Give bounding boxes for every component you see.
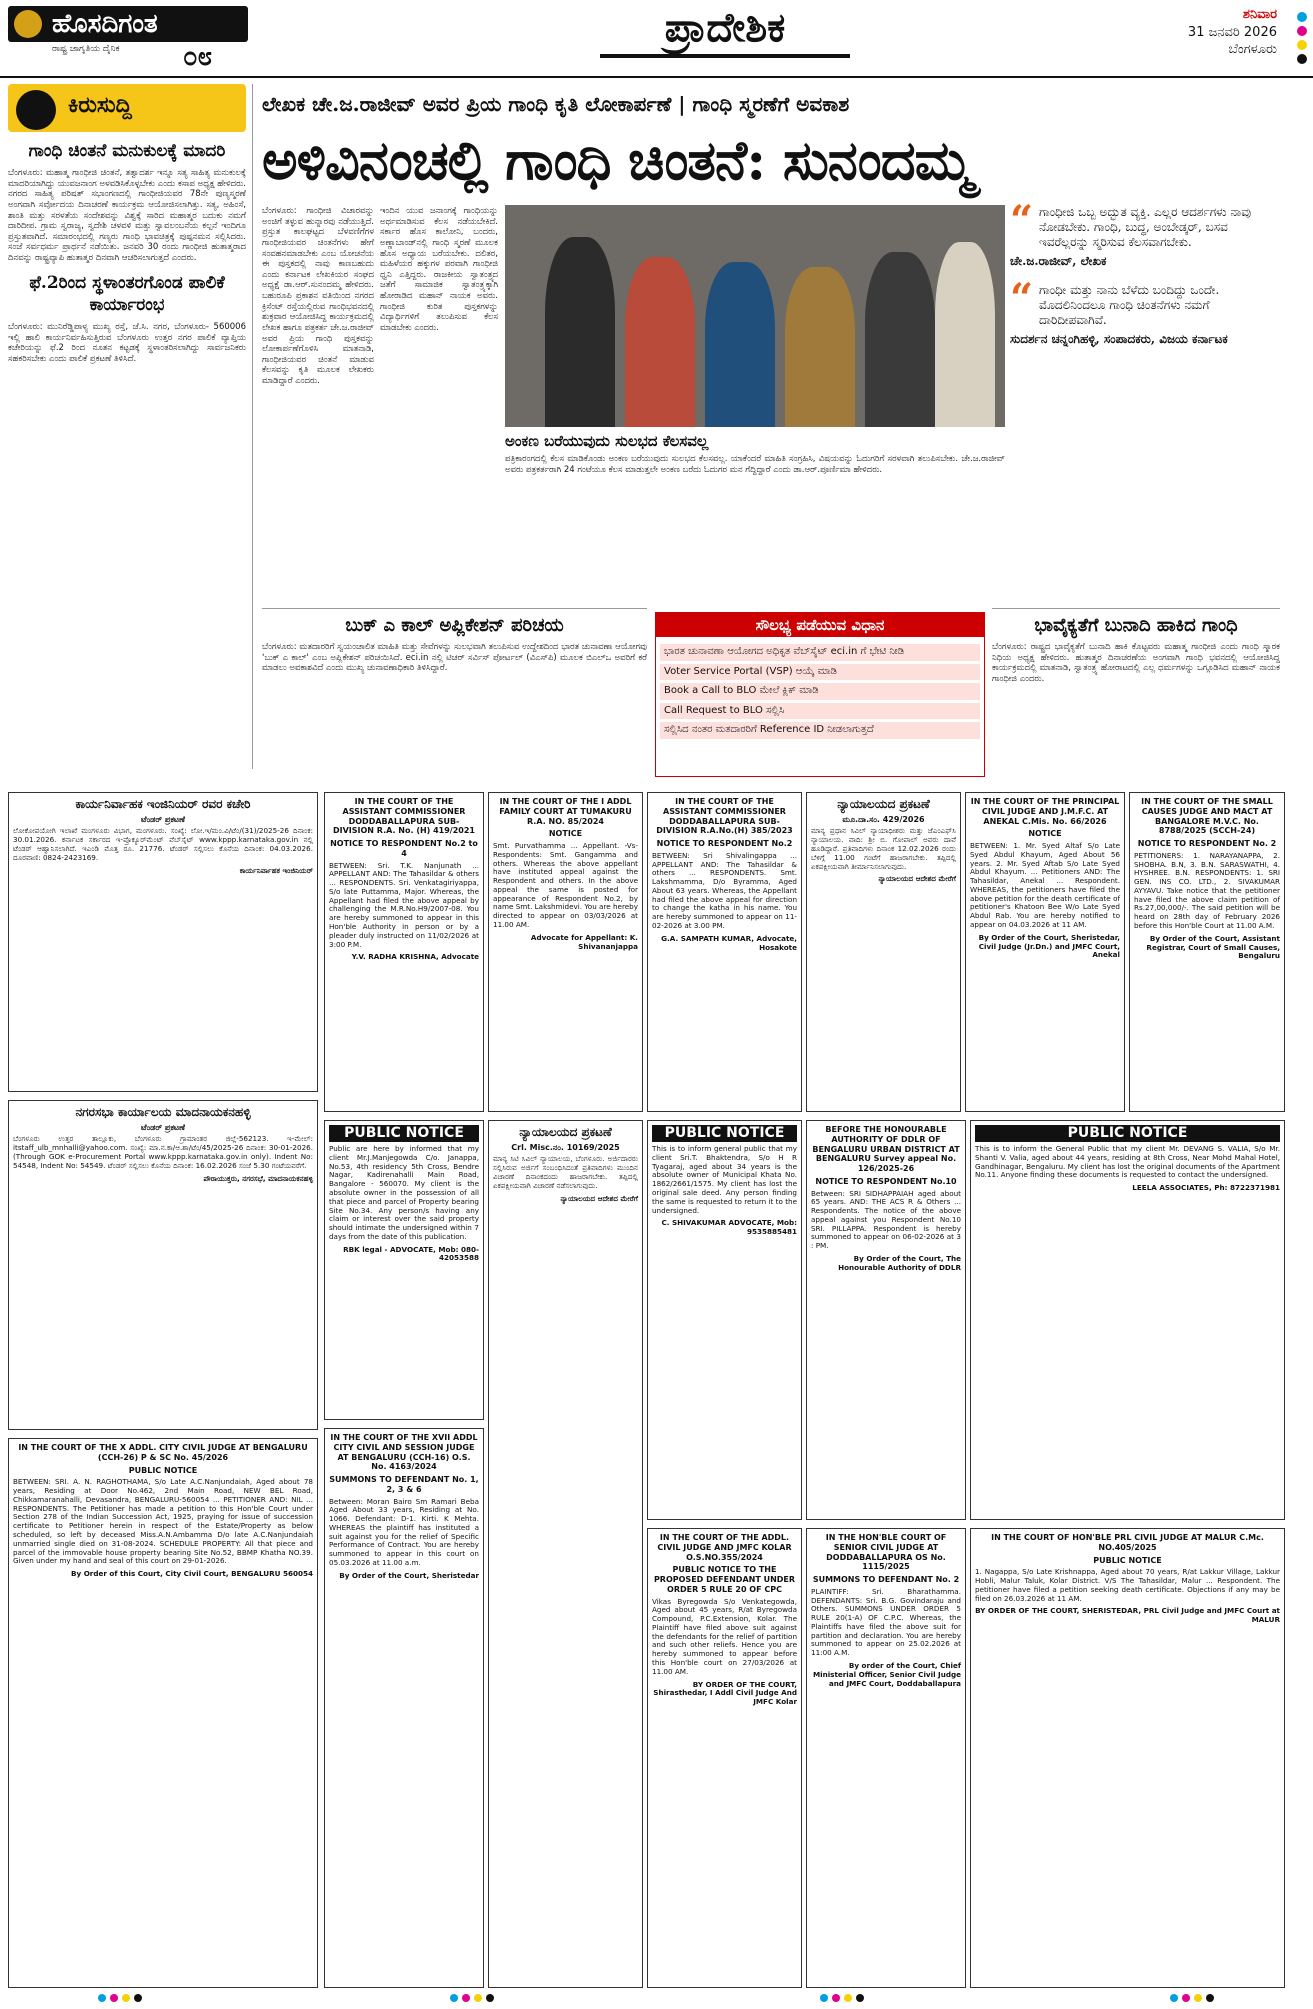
- ad-court-notice: [970, 1528, 1285, 1988]
- ad-title: IN THE COURT OF HON'BLE PRL CIVIL JUDGE AT MALUR C.Mc. NO.405/2025: [991, 1533, 1264, 1552]
- ad-title: IN THE COURT OF THE ASSISTANT COMMISSIONER DODDABALLAPURA SUB-DIVISION R.A.No.(H) 385/2023: [656, 797, 793, 836]
- ad-title: ನ್ಯಾಯಾಲಯದ ಪ್ರಕಟಣೆ: [519, 1125, 612, 1139]
- ad-subtitle: NOTICE: [548, 829, 583, 839]
- ad-subtitle: SUMMONS TO DEFENDANT No. 2: [812, 1575, 960, 1584]
- quote-2-author: ಸುದರ್ಶನ ಚನ್ನಂಗಿಹಳ್ಳಿ, ಸಂಪಾದಕರು, ವಿಜಯ ಕರ್ನಾಟಕ: [1010, 332, 1228, 346]
- ad-title: IN THE COURT OF THE PRINCIPAL CIVIL JUDGE AND J.M.F.C. AT ANEKAL C.Mis. No. 66/2026: [970, 797, 1120, 826]
- ad-subtitle: NOTICE TO RESPONDENT No.10: [815, 1176, 957, 1186]
- ad-court-notice: [488, 1120, 643, 1988]
- ad-title: ಕಾರ್ಯನಿರ್ವಾಹಕ ಇಂಜಿನಿಯರ್ ರವರ ಕಚೇರಿ: [75, 797, 251, 811]
- ad-court-notice: [965, 792, 1125, 1112]
- reg-mark-black: [1297, 54, 1307, 64]
- reg-mark-yellow: [122, 1994, 130, 2002]
- kirusuddi-title: ಕಿರುಸುದ್ದಿ: [68, 92, 132, 118]
- ad-subtitle: PUBLIC NOTICE: [128, 1465, 198, 1475]
- ad-subtitle: ಟೆಂಡರ್ ಪ್ರಕಟಣೆ: [141, 1122, 185, 1132]
- ad-signature: ಕಾರ್ಯನಿರ್ವಾಹಕ ಇಂಜಿನಿಯರ್: [239, 865, 313, 875]
- ad-succession-petition: [8, 1438, 318, 1988]
- footer-registration-marks: [0, 1990, 1313, 2009]
- ad-signature: Y.V. RADHA KRISHNA, Advocate: [351, 952, 479, 962]
- ad-body: ಲೋಕೋಪಯೋಗಿ ಇಲಾಖೆ ಮಂಗಳೂರು ವಿಭಾಗ, ಮಂಗಳೂರು. ಸಂಖ್ಯೆ: ಲೋ.ಇ/ಮಂ.ವಿ/ಟೆಂ/(31)/2025-26 ದಿನಾಂಕ: 30.01.2026. ಕರ್ನಾಟಕ ಸರ್ಕಾರದ ಇ-ಪ್ರೊಕ್ಯೂರ್‌ಮೆಂಟ್ ವೆಬ್‌ಸೈಟ್ www.kppp.karnataka.gov.in ನಲ್ಲಿ ಟೆಂಡರ್ ಆಹ್ವಾನಿಸಲಾಗಿದೆ. ಇಎಂಡಿ ಮೊತ್ತ ರೂ. 21776. ಟೆಂಡರ್ ಸಲ್ಲಿಸಲು ಕೊನೆಯ ದಿನಾಂಕ: 04.03.2026. ದೂರವಾಣಿ: 0824-2423169.: [13, 826, 313, 862]
- quote-1-author: ಚೇ.ಜ.ರಾಜೀವ್, ಲೇಖಕ: [1010, 254, 1107, 268]
- ad-signature: ಪೌರಾಯುಕ್ತರು, ನಗರಸಭೆ, ಮಾದನಾಯಕನಹಳ್ಳಿ: [203, 1173, 313, 1183]
- benefit-step: ಸಲ್ಲಿಸಿದ ನಂತರ ಮತದಾರರಿಗೆ Reference ID ನೀಡಲಾಗುತ್ತದೆ: [660, 722, 980, 739]
- reg-mark-magenta: [462, 1994, 470, 2002]
- reg-mark-black: [134, 1994, 142, 2002]
- ad-municipal-tender: [8, 1100, 318, 1430]
- ad-subtitle: SUMMONS TO DEFENDANT No. 1, 2, 3 & 6: [329, 1475, 479, 1494]
- masthead: [0, 0, 1313, 78]
- page-number: ೦೮: [183, 42, 213, 72]
- ad-subtitle: PUBLIC NOTICE TO THE PROPOSED DEFENDANT UNDER ORDER 5 RULE 20 OF CPC: [653, 1565, 796, 1594]
- ad-signature: ನ್ಯಾಯಾಲಯದ ಆದೇಶದ ಮೇರೆಗೆ: [878, 874, 956, 884]
- ad-subtitle: Crl. Misc.ನಂ. 10169/2025: [511, 1142, 620, 1152]
- quote-2: [1010, 275, 1280, 347]
- ad-court-notice: [806, 792, 961, 1112]
- story1-body: ಬೆಂಗಳೂರು: ಮಹಾತ್ಮ ಗಾಂಧೀಜಿ ಚಿಂತನೆ, ತತ್ವಾದರ್ಶ ಇನ್ನೂ ಸತ್ಯ ಸಾಹಿತ್ಯ ಮನುಕುಲಕ್ಕೆ ಮಾದರಿಯಾಗಿದ್ದು ಯುವಜನಾಂಗ ಅಳವಡಿಸಿಕೊಳ್ಳಬೇಕು ಎಂದು ಕಸಾಪ ಅಧ್ಯಕ್ಷ ಹೇಳಿದರು. ನಗರದ ಸಾಹಿತ್ಯ ಪರಿಷತ್ ಸಭಾಂಗಣದಲ್ಲಿ ಗಾಂಧೀಜಿಯವರ 78ನೇ ಪುಣ್ಯಸ್ಮರಣೆ ಅಂಗವಾಗಿ ಸರ್ವೋದಯ ದಿನಾಚರಣೆ ಕಾರ್ಯಕ್ರಮ ಆಯೋಜಿಸಲಾಗಿತ್ತು. ಸತ್ಯ, ಅಹಿಂಸೆ, ಶಾಂತಿ ಮತ್ತು ಸರಳತೆಯ ಸಂದೇಶವನ್ನು ವಿಶ್ವಕ್ಕೆ ಸಾರಿದ ಮಹಾತ್ಮರ ಬದುಕು ನಮಗೆ ದಾರಿದೀಪ. ಗ್ರಾಮ ಸ್ವರಾಜ್ಯ, ಸ್ವದೇಶಿ ಚಳವಳಿ ಮತ್ತು ಸ್ವಾವಲಂಬನೆಯ ಕಲ್ಪನೆ ಇಂದಿಗೂ ಪ್ರಸ್ತುತವಾಗಿದೆ. ಸಮಾರಂಭದಲ್ಲಿ ಗಣ್ಯರು ಗಾಂಧಿ ಭಾವಚಿತ್ರಕ್ಕೆ ಪುಷ್ಪನಮನ ಸಲ್ಲಿಸಿದರು. ಸಂಜೆ ಸರ್ವಧರ್ಮ ಪ್ರಾರ್ಥನೆ ನಡೆಯಿತು. ಜನವರಿ 30 ರಂದು ಗಾಂಧೀಜಿ ಹುತಾತ್ಮರಾದ ದಿನವನ್ನು ರಾಷ್ಟ್ರವ್ಯಾಪಿ ಹುತಾತ್ಮರ ದಿನವಾಗಿ ಆಚರಿಸಲಾಗುತ್ತದೆ ಎಂದರು.: [8, 168, 246, 264]
- photo-caption-text: ಪತ್ರಿಕಾರಂಗದಲ್ಲಿ ಕೆಲಸ ಮಾಡಿಕೊಂಡು ಅಂಕಣ ಬರೆಯುವುದು ಸುಲಭದ ಕೆಲಸವಲ್ಲ. ಯಾಕೆಂದರೆ ಮಾಹಿತಿ ಸಂಗ್ರಹಿಸಿ, ವಿಷಯವನ್ನು ಓದುಗರಿಗೆ ಸರಳವಾಗಿ ತಲುಪಿಸಬೇಕು. ಚೇ.ಜ.ರಾಜೀವ್ ಅವರು ಪತ್ರಕರ್ತರಾಗಿ 24 ಗಂಟೆಯೂ ಕೆಲಸ ಮಾಡುತ್ತಲೇ ಅಂಕಣ ಬರೆದು ಓದುಗರ ಮನ ಗೆದ್ದಿದ್ದಾರೆ ಎಂದು ಡಾ.ಆರ್.ಪೂರ್ಣಿಮಾ ಹೇಳಿದರು.: [505, 454, 1005, 475]
- reg-mark-magenta: [1182, 1994, 1190, 2002]
- photo-person: [705, 262, 775, 427]
- ad-body: PETITIONERS: 1. NARAYANAPPA, 2. SHOBHA. B.N, 3. B.N. SARASWATHI, 4. HYSHREE. B.N. RESPONDENTS: 1. SRI GEN. INS CO. LTD., 2. SIVAKUMAR AYYAVU. Take notice that the petitioner have filed the above claim petition of Rs.27,00,000/-. The said petition will be heard on 28th day of February 2026 before this Hon'ble Court at 11.00 A.M.: [1134, 850, 1280, 930]
- reg-mark-yellow: [844, 1994, 852, 2002]
- ad-subtitle: NOTICE TO RESPONDENT No. 2: [1137, 839, 1277, 848]
- dateline-city: ಬೆಂಗಳೂರು: [1228, 42, 1277, 58]
- ad-public-notice: [324, 1120, 484, 1420]
- ad-court-notice: [806, 1528, 966, 1988]
- ad-body: BETWEEN: Sri. T.K. Nanjunath ... APPELLANT AND: The Tahasildar & others ... RESPONDENTS. Sri. Venkatagiriyappa, S/o late Puttamma, Major. Whereas, the Appellant had filed the above appeal by challenging the M.R.No.H9/2007-08. You are hereby summoned to appear in this Hon'ble Authority in person or by a pleader duly instructed on 11/02/2026 at 3:00 P.M.: [329, 860, 479, 949]
- ad-signature: RBK legal - ADVOCATE, Mob: 080-42053588: [343, 1244, 479, 1263]
- quote-1-text: ಗಾಂಧೀಜಿ ಒಬ್ಬ ಅದ್ಭುತ ವ್ಯಕ್ತಿ. ಎಲ್ಲರ ಆದರ್ಶಗಳು ನಾವು ನೋಡಬೇಕು. ಗಾಂಧಿ, ಬುದ್ಧ, ಅಂಬೇಡ್ಕರ್, ಬಸವ ಇವರೆಲ್ಲರನ್ನು ಸ್ಮರಿಸುವ ಕೆಲಸವಾಗಬೇಕು.: [1039, 205, 1252, 249]
- ad-court-notice: [1129, 792, 1285, 1112]
- brand-logo: ಹೊಸದಿಗಂತ: [8, 6, 248, 42]
- dateline: [1188, 6, 1277, 59]
- dateline-date: 31 ಜನವರಿ 2026: [1187, 24, 1277, 40]
- reg-mark-black: [1206, 1994, 1214, 2002]
- ad-body: BETWEEN: Sri Shivalingappa ... APPELLANT AND: The Tahasildar & others ... RESPONDENTS. Smt. Lakshmamma, D/o Byramma, Aged About 63 years. Whereas, the Appellant had filed the above appeal for direction to change the katha in his name. You are hereby summoned to appear on 11-02-2026 at 3.00 PM.: [652, 850, 797, 930]
- quote-2-text: ಗಾಂಧೀ ಮತ್ತು ನಾನು ಬೆಳೆದು ಬಂದಿದ್ದು ಒಂದೇ. ಮೊದಲಿನಿಂದಲೂ ಗಾಂಧಿ ಚಿಂತನೆಗಳು ನಮಗೆ ದಾರಿದೀಪವಾಗಿವೆ.: [1039, 283, 1220, 327]
- ad-title: BEFORE THE HONOURABLE AUTHORITY OF DDLR OF BENGALURU URBAN DISTRICT AT BENGALURU Survey appeal No. 126/2025-26: [812, 1125, 960, 1173]
- ad-subtitle: NOTICE TO RESPONDENT No.2: [656, 839, 793, 848]
- lead-headline: ಅಳಿವಿನಂಚಲ್ಲಿ ಗಾಂಧಿ ಚಿಂತನೆ: ಸುನಂದಮ್ಮ: [262, 128, 973, 192]
- ad-signature: By Order of the Court, Sheristedar: [339, 1570, 479, 1580]
- story2-body: ಬೆಂಗಳೂರು: ಮುನಿರೆಡ್ಡಿಪಾಳ್ಯ ಮುಖ್ಯ ರಸ್ತೆ, ಜೆ.ಸಿ. ನಗರ, ಬೆಂಗಳೂರು- 560006 ಇಲ್ಲಿ ಹಾಲಿ ಕಾರ್ಯನಿರ್ವಹಿಸುತ್ತಿರುವ ಬೆಂಗಳೂರು ಉತ್ತರ ನಗರ ಪಾಲಿಕೆ ವ್ಯಾಪ್ತಿಯ ಕಚೇರಿಯನ್ನು ಫೆ.2 ರಿಂದ ನೂತನ ಕಟ್ಟಡಕ್ಕೆ ಸ್ಥಳಾಂತರಿಸಲಾಗಿದ್ದು ಸಾರ್ವಜನಿಕರು ಸಹಕರಿಸಬೇಕು ಎಂದು ಪಾಲಿಕೆ ಪ್ರಕಟಣೆ ತಿಳಿಸಿದೆ.: [8, 321, 246, 364]
- ad-title: IN THE COURT OF THE ADDL. CIVIL JUDGE AND JMFC KOLAR O.S.NO.355/2024: [657, 1533, 792, 1562]
- book-a-call-story: [262, 608, 647, 780]
- ad-court-notice: [324, 792, 484, 1112]
- section-title: ಪ್ರಾದೇಶಿಕ: [600, 4, 850, 58]
- ad-body: Between: SRI SIDHAPPAIAH aged about 65 years. AND: THE ACS R & Others ... Respondents. The notice of the above appeal against you Respondent No.10 SRI. PILLAPPA. Respondent is hereby summoned to appear on 06-02-2026 at 3 : PM.: [811, 1188, 961, 1251]
- ad-title: IN THE COURT OF THE SMALL CAUSES JUDGE AND MACT AT BANGALORE M.V.C. No. 8788/2025 (SCCH-24): [1141, 797, 1273, 836]
- ad-subtitle: NOTICE TO RESPONDENT No.2 to 4: [330, 839, 478, 858]
- photo-person: [785, 267, 855, 427]
- ad-signature: By order of the Court, Chief Ministerial Officer, Senior Civil Judge and JMFC Court, Doddaballapura: [812, 1661, 961, 1688]
- ad-body: 1. Nagappa, S/o Late Krishnappa, Aged about 70 years, R/at Lakkur Village, Lakkur Hobli, Malur Taluk, Kolar District. V/S The Tahasildar, Malur ... Respondent. The petitioner have filed a petition seeking death certificate. Objections if any may be filed on 26.03.2026 at 11 AM.: [975, 1567, 1280, 1603]
- ad-subtitle: ಮೂ.ದಾ.ಸಂ. 429/2026: [842, 814, 925, 824]
- ad-body: Between: Moran Bairo Sm Ramari Beba Aged About 33 years, Residing at No. 1066. Defendant: D-1. Kirti. K Mehta. WHEREAS the plaintiff has instituted a suit against you for the relief of Specific Performance of Contract. You are hereby summoned to appear in this court on 05.03.2026 at 11.00 a.m.: [329, 1496, 479, 1567]
- ad-title: IN THE COURT OF THE X ADDL. CITY CIVIL JUDGE AT BENGALURU (CCH-26) P & SC No. 45/2026: [18, 1443, 308, 1462]
- quote-mark-icon: “: [1010, 275, 1034, 322]
- benefit-steps: [656, 637, 984, 746]
- ad-signature: ನ್ಯಾಯಾಲಯದ ಆದೇಶದ ಮೇರೆಗೆ: [560, 1193, 638, 1203]
- ad-signature: C. SHIVAKUMAR ADVOCATE, Mob: 9535885481: [661, 1218, 797, 1237]
- reg-mark-cyan: [98, 1994, 106, 2002]
- brand-tagline: ರಾಷ್ಟ್ರ ಜಾಗೃತಿಯ ದೈನಿಕ: [52, 44, 120, 54]
- ad-body: ಬೆಂಗಳೂರು ಉತ್ತರ ತಾಲ್ಲೂಕು, ಬೆಂಗಳೂರು ಗ್ರಾಮಾಂತರ ಜಿಲ್ಲೆ-562123. ಇ-ಮೇಲ್: itstaff_ulb_mnhalli@yahoo.com. ಸಂಖ್ಯೆ: ಮಾ.ನ.ಕಾ/ಆ.ಶಾ/ಟೆಂ/45/2025-26 ದಿನಾಂಕ: 30-01-2026. (Through GOK e-Procurement Portal www.kppp.karnataka.gov.in only). Indent No: 54548, Indent No: 54549. ಟೆಂಡರ್ ಸಲ್ಲಿಸಲು ಕೊನೆಯ ದಿನಾಂಕ: 16.02.2026 ಸಂಜೆ 5.30 ಗಂಟೆಯವರೆಗೆ.: [13, 1134, 313, 1170]
- ad-court-notice: [324, 1428, 484, 1988]
- lead-column-1: ಬೆಂಗಳೂರು: ಗಾಂಧೀಜಿ ವಿಚಾರವನ್ನು ಅಂಚಿಗೆ ತಳ್ಳುವ ಹುನ್ನಾರವು ನಡೆಯುತ್ತಿದೆ. ಪ್ರಸ್ತುತ ಕಾಲಘಟ್ಟದ ಬೆಳವಣಿಗೆಗಳ ಗಾಂಧೀಜಿಯವರ ಚಿಂತನೆಗಳು ಹೇಗೆ ಸಂವಹನಮಾಡಬೇಕು ಎಂಬ ಯೋಚನೆಯ ಈ ಪುಸ್ತಕದಲ್ಲಿ ನಾವು ಕಾಣಬಹುದು ಎಂದು ಕರ್ನಾಟಕ ಲೇಖಕಿಯರ ಸಂಘದ ಅಧ್ಯಕ್ಷೆ ಡಾ.ಆರ್.ಸುನಂದಮ್ಮ ಹೇಳಿದರು. ಬಹುರೂಪಿ ಪ್ರಕಾಶನ ವತಿಯಿಂದ ನಗರದ ಕ್ರಿಸೆಂಟ್ ರಸ್ತೆಯಲ್ಲಿರುವ ಗಾಂಧಿಭವನದಲ್ಲಿ ಶುಕ್ರವಾರ ಆಯೋಜಿಸಿದ್ದ ಕಾರ್ಯಕ್ರಮದಲ್ಲಿ ಲೇಖಕ ಹಾಗೂ ಪತ್ರಕರ್ತ ಚೇ.ಜ.ರಾಜೀವ್ ಅವರ ಪ್ರಿಯ ಗಾಂಧಿ ಪುಸ್ತಕವನ್ನು ಲೋಕಾರ್ಪಣೆಗೊಳಿಸಿ ಮಾತನಾಡಿ, ಗಾಂಧೀಜಿಯವರ ಚಿಂತನೆ ಮಾಡುವ ಕೆಲಸವನ್ನು ಕೃತಿ ಮೂಲಕ ಲೇಖಕರು ಮಾಡಿದ್ದಾರೆ ಎಂದರು.: [262, 206, 374, 386]
- bhavaikyate-story: [992, 608, 1280, 780]
- ad-title: IN THE HON'BLE COURT OF SENIOR CIVIL JUDGE AT DODDABALLAPURA OS No. 1115/2025: [825, 1533, 947, 1572]
- reg-mark-yellow: [1194, 1994, 1202, 2002]
- ad-subtitle: NOTICE: [1028, 829, 1062, 839]
- reg-mark-cyan: [1297, 12, 1307, 22]
- ad-public-notice: [970, 1120, 1285, 1520]
- reg-mark-yellow: [474, 1994, 482, 2002]
- reg-mark-magenta: [832, 1994, 840, 2002]
- ad-signature: By Order of the Court, Sheristedar, Civil Judge (Jr.Dn.) and JMFC Court, Anekal: [978, 932, 1120, 960]
- ad-title: IN THE COURT OF THE XVII ADDL CITY CIVIL AND SESSION JUDGE AT BENGALURU (CCH-16) O.S. No. 4163/2024: [330, 1433, 478, 1472]
- reg-mark-yellow: [1297, 40, 1307, 50]
- ad-body: PLAINTIFF: Sri. Bharathamma. DEFENDANTS: Sri. B.G. Govindaraju and Others. SUMMONS UNDER ORDER 5 RULE 20(1-A) OF C.P.C. Whereas, the Plaintiffs have filed the above suit for partition and declaration. You are hereby summoned to appear on 25.02.2026 at 11:00 A.M.: [811, 1586, 961, 1658]
- quote-mark-icon: “: [1010, 197, 1034, 244]
- lead-photo: [505, 205, 1005, 427]
- reg-mark-cyan: [820, 1994, 828, 2002]
- dateline-day: ಶನಿವಾರ: [1242, 7, 1277, 22]
- ad-title: ನ್ಯಾಯಾಲಯದ ಪ್ರಕಟಣೆ: [837, 797, 930, 811]
- ad-court-notice: [806, 1120, 966, 1520]
- photo-person: [545, 237, 615, 427]
- ad-court-notice: [647, 1528, 802, 1988]
- bhavaikyate-body: ಬೆಂಗಳೂರು: ರಾಷ್ಟ್ರದ ಭಾವೈಕ್ಯತೆಗೆ ಬುನಾದಿ ಹಾಕಿ ಕೊಟ್ಟವರು ಮಹಾತ್ಮ ಗಾಂಧೀಜಿ ಎಂದು ಗಾಂಧಿ ಸ್ಮಾರಕ ನಿಧಿಯ ಅಧ್ಯಕ್ಷ ಹೇಳಿದರು. ಹುತಾತ್ಮರ ದಿನಾಚರಣೆಯ ಅಂಗವಾಗಿ ಗಾಂಧಿ ಭವನದಲ್ಲಿ ಆಯೋಜಿಸಿದ್ದ ಕಾರ್ಯಕ್ರಮದಲ್ಲಿ ಮಾತನಾಡಿ, ಸ್ವಾತಂತ್ರ್ಯ ಹೋರಾಟದಲ್ಲಿ ಎಲ್ಲ ಧರ್ಮಗಳನ್ನು ಒಗ್ಗೂಡಿಸಿದ ಮಹಾನ್ ನಾಯಕ ಗಾಂಧೀಜಿ ಎಂದರು.: [992, 642, 1280, 684]
- ad-pwd-tender: [8, 792, 318, 1092]
- ad-title: IN THE COURT OF THE I ADDL FAMILY COURT AT TUMAKURU R.A. NO. 85/2024: [499, 797, 632, 826]
- ad-signature: G.A. SAMPATH KUMAR, Advocate, Hosakote: [661, 933, 797, 952]
- lead-column-2: ಇಂದಿನ ಯುವ ಜನಾಂಗಕ್ಕೆ ಗಾಂಧಿಯನ್ನು ಅರ್ಥಮಾಡಿಸುವ ಕೆಲಸ ನಡೆಯಬೇಕಿದೆ. ಸರ್ಕಾರ ಹೊಸ ಕಾಲೋನಿ, ಬಂದರು, ಅಣ್ಣಾಬಾಂಡ್‌ನಲ್ಲಿ ಗಾಂಧಿ ಸ್ಮರಣೆ ಮೂಲಕ ಹೊಸ ಅಧ್ಯಾಯ ಬರೆಯಬೇಕು. ದಲಿತರ, ಮಹಿಳೆಯರ ಹಕ್ಕುಗಳ ಪರವಾಗಿ ಗಾಂಧೀಜಿ ಧ್ವನಿ ಎತ್ತಿದ್ದರು. ರಾಜಕೀಯ ಸ್ವಾತಂತ್ರ್ಯದ ಜತೆಗೆ ಸಾಮಾಜಿಕ ಸ್ವಾತಂತ್ರ್ಯಕ್ಕಾಗಿ ಹೋರಾಡಿದ ಮಹಾನ್ ನಾಯಕ ಅವರು. ಗಾಂಧೀಜಿ ಕುರಿತ ಪುಸ್ತಕಗಳನ್ನು ವಿದ್ಯಾರ್ಥಿಗಳಿಗೆ ತಲುಪಿಸುವ ಕೆಲಸ ಮಾಡಬೇಕು ಎಂದರು.: [380, 206, 498, 333]
- ad-body: ಮಾನ್ಯ ಪ್ರಧಾನ ಸಿವಿಲ್ ನ್ಯಾಯಾಧೀಶರು ಮತ್ತು ಜೆಎಂಎಫ್‌ಸಿ ನ್ಯಾಯಾಲಯ. ವಾದಿ: ಶ್ರೀ ಬಿ. ಗೋಪಾಲ್ ಅವರು ದಾವೆ ಹೂಡಿದ್ದಾರೆ. ಪ್ರತಿವಾದಿಗಳು ದಿನಾಂಕ 12.02.2026 ರಂದು ಬೆಳಿಗ್ಗೆ 11.00 ಗಂಟೆಗೆ ಹಾಜರಾಗಬೇಕು. ತಪ್ಪಿದಲ್ಲಿ ಏಕಪಕ್ಷೀಯವಾಗಿ ತೀರ್ಮಾನಿಸಲಾಗುವುದು.: [811, 826, 956, 871]
- ad-body: BETWEEN: SRI. A. N. RAGHOTHAMA, S/o Late A.C.Nanjundaiah, Aged about 78 years, Residing at Door No.462, 2nd Main Road, NEW BEL Road, Chikkamaranahalli, Devasandra, BENGALURU-560054 ... PETITIONER AND: NIL ... RESPONDENTS. The Petitioner has made a petition to this Hon'ble Court under Section 278 of the Indian Succession Act, 1925, praying for issue of succession certificate to Petitioner herein in respect of the Estate/Property as below scheduled, so left by deceased Miss.A.N.Ambamma D/o late A.C.Nanjundaiah unmarried single died on 31-08-2024. SCHEDULE PROPERTY: All that piece and parcel of the immovable house property bearing Site No.52, BBMP Khatha NO.39. Given under my hand and seal of this court on 29-01-2026.: [13, 1477, 313, 1566]
- reg-mark-magenta: [110, 1994, 118, 2002]
- quotes-column: [1010, 197, 1280, 575]
- benefit-step: Voter Service Portal (VSP) ಆಯ್ಕೆ ಮಾಡಿ: [660, 664, 980, 681]
- ad-court-notice: [647, 792, 802, 1112]
- ad-title: IN THE COURT OF THE ASSISTANT COMMISSIONER DODDABALLAPURA SUB-DIVISION R.A. No. (H) 419/2021: [332, 797, 475, 836]
- ad-body: Public are here by informed that my client Mr.J.Manjegowda C/o. Janappa, No.53, 4th residency 5th Cross, Bendre Nagar, Kadirenahalli Main Road, Bangalore - 560070. My client is the absolute owner in the possession of all that piece and parcel of Property bearing Site No.34. Any person/s having any claim or interest over the said property should intimate the undersigned within 7 days from the date of this publication.: [329, 1144, 479, 1241]
- ad-subtitle: PUBLIC NOTICE: [1093, 1555, 1162, 1565]
- lamp-icon: [14, 10, 42, 38]
- photo-caption-head: ಅಂಕಣ ಬರೆಯುವುದು ಸುಲಭದ ಕೆಲಸವಲ್ಲ: [505, 432, 709, 450]
- quote-1: [1010, 197, 1280, 269]
- benefit-step: Call Request to BLO ಸಲ್ಲಿಸಿ: [660, 703, 980, 720]
- ad-signature: LEELA ASSOCIATES, Ph: 8722371981: [1132, 1183, 1280, 1193]
- ad-signature: By Order of the Court, Assistant Registrar, Court of Small Causes, Bengaluru: [1146, 933, 1280, 961]
- story2-headline: ಫೆ.2ರಿಂದ ಸ್ಥಳಾಂತರಗೊಂಡ ಪಾಲಿಕೆ ಕಾರ್ಯಾರಂಭ: [29, 272, 225, 315]
- reg-mark-cyan: [1170, 1994, 1178, 2002]
- ad-signature: By Order of this Court, City Civil Court, BENGALURU 560054: [71, 1569, 313, 1579]
- story1-headline: ಗಾಂಧಿ ಚಿಂತನೆ ಮನುಕುಲಕ್ಕೆ ಮಾದರಿ: [28, 141, 226, 161]
- hand-icon: [16, 90, 56, 130]
- ad-court-notice: [488, 792, 643, 1112]
- benefit-step: Book a Call to BLO ಮೇಲೆ ಕ್ಲಿಕ್ ಮಾಡಿ: [660, 683, 980, 700]
- ad-signature: BY ORDER OF THE COURT, Shirasthedar, I Addl Civil Judge And JMFC Kolar: [653, 1679, 797, 1707]
- reg-mark-cyan: [450, 1994, 458, 2002]
- photo-person: [865, 252, 935, 427]
- benefit-headline: ಸೌಲಭ್ಯ ಪಡೆಯುವ ವಿಧಾನ: [656, 613, 984, 637]
- book-a-call-body: ಬೆಂಗಳೂರು: ಮತದಾರರಿಗೆ ಸ್ವಯಂಚಾಲಿತ ಮಾಹಿತಿ ಮತ್ತು ಸೇವೆಗಳನ್ನು ಸುಲಭವಾಗಿ ತಲುಪಿಸುವ ಉದ್ದೇಶದಿಂದ ಭಾರತ ಚುನಾವಣಾ ಆಯೋಗವು 'ಬುಕ್ ಎ ಕಾಲ್' ಎಂಬ ಅಪ್ಲಿಕೇಶನ್ ಪರಿಚಯಿಸಿದೆ. eci.in ನಲ್ಲಿ ಟಿಚರ್ ಸರ್ವಿಸ್ ಪೋರ್ಟಲ್ (ವಿಎಸ್‌ಪಿ) ಮೂಲಕ ಬಿಎಲ್‌ಒ ಅವರಿಗೆ ಕರೆ ಮಾಡಲು ಅವಕಾಶವಿದೆ ಎಂದು ಮುಖ್ಯ ಚುನಾವಣಾಧಿಕಾರಿ ತಿಳಿಸಿದ್ದಾರೆ.: [262, 642, 647, 674]
- ad-title: ನಗರಸಭಾ ಕಾರ್ಯಾಲಯ ಮಾದನಾಯಕನಹಳ್ಳಿ: [75, 1105, 251, 1119]
- benefit-step: ಭಾರತ ಚುನಾವಣಾ ಆಯೋಗದ ಅಧಿಕೃತ ವೆಬ್‌ಸೈಟ್ eci.in ಗೆ ಭೇಟಿ ನೀಡಿ: [660, 644, 980, 661]
- ad-body: Vikas Byregowda S/o Venkategowda, Aged about 45 years, R/at Byregowda Compound, P.C.Extension, Kolar. The Plaintiff have filed above suit against the defendants for the relief of partition and such other reliefs. Hence you are hereby summoned to appear before this Hon'ble court on 27/03/2026 at 11.00 AM.: [652, 1596, 797, 1676]
- photo-person: [625, 257, 695, 427]
- ad-title: PUBLIC NOTICE: [975, 1125, 1280, 1142]
- kirusuddi-column: [8, 84, 253, 769]
- benefit-box: [655, 612, 985, 777]
- ad-body: This is to inform the General Public that my client Mr. DEVANG S. VALIA, S/o Mr. Shanti V. Valia, aged about 44 years, residing at 8th Cross, Near Mohd Mahal Hotel, Gandhinagar, Bengaluru. My client has lost the original documents of the Apartment No.11. Anyone finding these documents is requested to contact the undersigned.: [975, 1144, 1280, 1180]
- ad-subtitle: ಟೆಂಡರ್ ಪ್ರಕಟಣೆ: [141, 814, 185, 824]
- ad-signature: By Order of the Court, The Honourable Authority of DDLR: [838, 1253, 961, 1272]
- registration-marks: [1297, 12, 1307, 68]
- ad-signature: Advocate for Appellant: K. Shivananjappa: [530, 932, 638, 951]
- lead-kicker: ಲೇಖಕ ಚೇ.ಜ.ರಾಜೀವ್ ಅವರ ಪ್ರಿಯ ಗಾಂಧಿ ಕೃತಿ ಲೋಕಾರ್ಪಣೆ | ಗಾಂಧಿ ಸ್ಮರಣೆಗೆ ಅವಕಾಶ: [262, 92, 850, 116]
- ad-body: ಮಾನ್ಯ ಸಿಟಿ ಸಿವಿಲ್ ನ್ಯಾಯಾಲಯ, ಬೆಂಗಳೂರು. ಅರ್ಜಿದಾರರು ಸಲ್ಲಿಸಿರುವ ಅರ್ಜಿಗೆ ಸಂಬಂಧಿಸಿದಂತೆ ಪ್ರತಿವಾದಿಗಳು ಮುಂದಿನ ವಿಚಾರಣೆ ದಿನಾಂಕದಂದು ಹಾಜರಾಗಬೇಕು. ತಪ್ಪಿದಲ್ಲಿ ಏಕಪಕ್ಷೀಯವಾಗಿ ವಿಚಾರಣೆ ನಡೆಸಲಾಗುವುದು.: [493, 1154, 638, 1190]
- ad-title: PUBLIC NOTICE: [652, 1125, 797, 1142]
- ad-body: BETWEEN: 1. Mr. Syed Altaf S/o Late Syed Abdul Khayum, Aged About 56 years. 2. Mr. Syed Aftab S/o Late Syed Abdul Khayum. ... Petitioners AND: The Tahasildar, Anekal ... Respondent. WHEREAS, the petitioners have filed the above petition for the death certificate of petitioner's Khatoon Bee W/o Late Syed Abdul Rab. You are hereby notified to appear on 04.03.2026 at 11 AM.: [970, 841, 1120, 930]
- ad-title: PUBLIC NOTICE: [329, 1125, 479, 1142]
- brand: [8, 6, 258, 70]
- bhavaikyate-headline: ಭಾವೈಕ್ಯತೆಗೆ ಬುನಾದಿ ಹಾಕಿದ ಗಾಂಧಿ: [1034, 615, 1238, 636]
- ad-signature: BY ORDER OF THE COURT, SHERISTEDAR, PRL Civil Judge and JMFC Court at MALUR: [975, 1606, 1280, 1625]
- photo-person: [935, 242, 995, 427]
- ad-body: Smt. Purvathamma ... Appellant. -Vs- Respondents: Smt. Gangamma and others. Whereas the above appellant have instituted appeal against the Respondent and others. In the above appeal the same is posted for appearance of Respondent No.2, by name Smt. Lakshmidevi. You are hereby directed to appear on 03/03/2026 at 11.00 AM.: [493, 841, 638, 930]
- book-a-call-headline: ಬುಕ್ ಎ ಕಾಲ್ ಅಪ್ಲಿಕೇಶನ್ ಪರಿಚಯ: [345, 615, 564, 636]
- reg-mark-magenta: [1297, 26, 1307, 36]
- ad-public-notice: [647, 1120, 802, 1520]
- reg-mark-black: [856, 1994, 864, 2002]
- reg-mark-black: [486, 1994, 494, 2002]
- ad-body: This is to inform general public that my client Sri.T. Bhaktendra, S/o H R Tyagaraj, aged about 34 years is the absolute owner of Municipal Khata No. 1862/2661/1575. My client has lost the original sale deed. Any person finding the same is requested to return it to the undersigned.: [652, 1144, 797, 1215]
